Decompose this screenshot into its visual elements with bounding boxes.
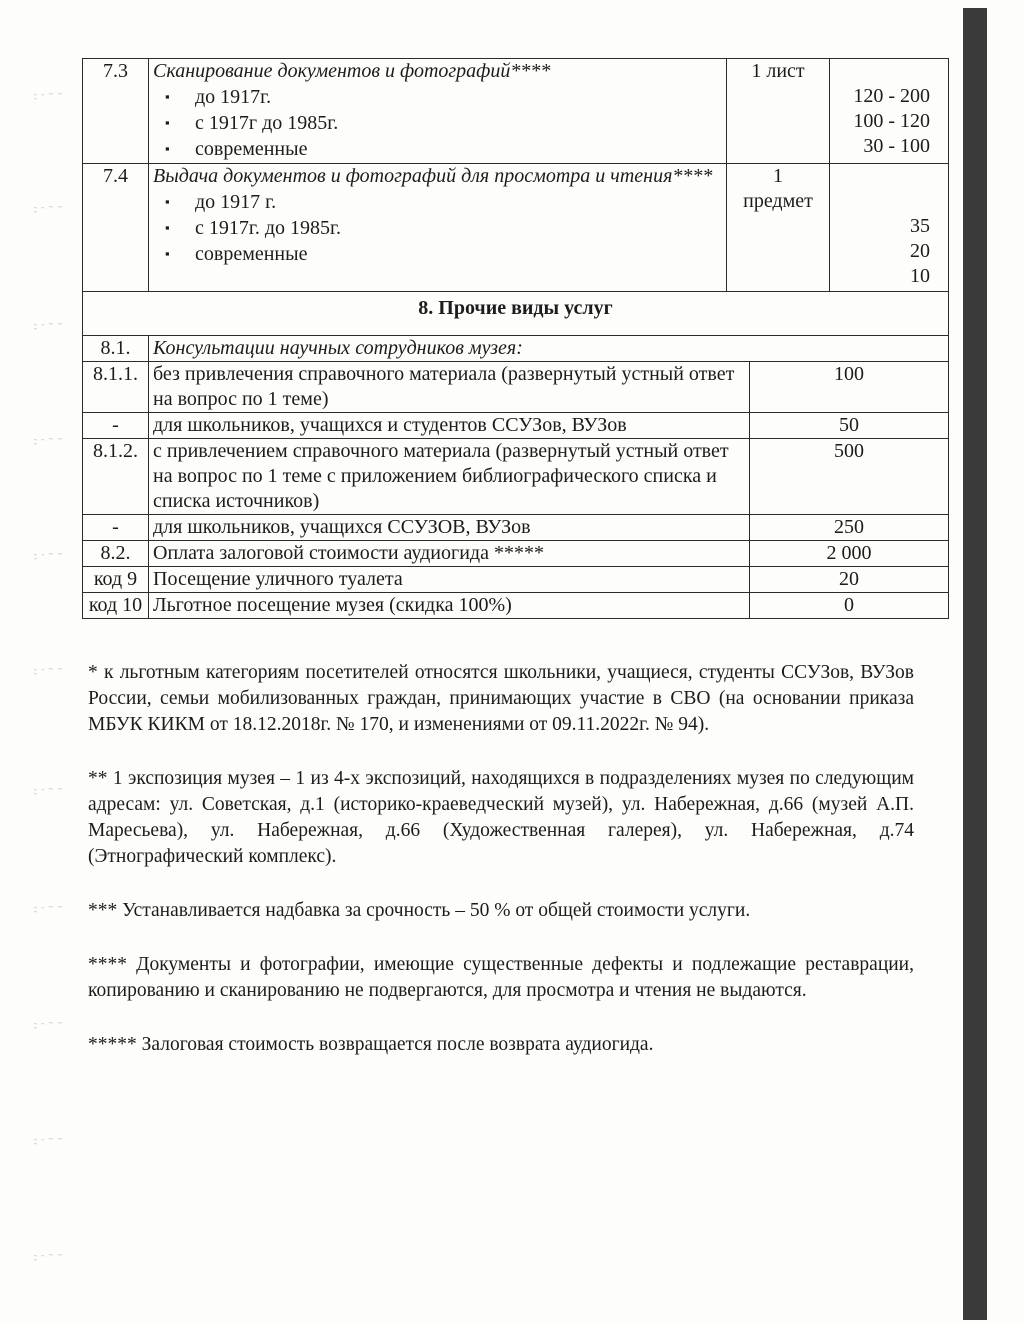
- service-description: Оплата залоговой стоимости аудиогида *****: [149, 541, 750, 567]
- price-value: 0: [750, 593, 949, 619]
- table-row: [83, 439, 949, 515]
- row-number: 8.1.2.: [83, 439, 149, 515]
- table-row: [83, 515, 949, 541]
- table-row: [83, 593, 949, 619]
- list-item: ▪ с 1917г до 1985г.: [165, 110, 722, 136]
- row-number: 8.1.: [83, 336, 149, 362]
- footnote: **** Документы и фотографии, имеющие существенные дефекты и подлежащие реставрации, копированию и сканированию не подвергаются, для просмотра и чтения не выдаются.: [88, 954, 914, 1001]
- service-title: Консультации научных сотрудников музея:: [149, 336, 949, 362]
- table-row-7-3: [83, 59, 949, 164]
- row-number: -: [83, 515, 149, 541]
- price-value: 100: [750, 362, 949, 413]
- row-number: код 9: [83, 567, 149, 593]
- table-row: [83, 413, 949, 439]
- margin-mark: [34, 667, 68, 671]
- margin-mark: [34, 905, 68, 909]
- price-value: 120 - 200: [853, 85, 930, 107]
- footnote: *** Устанавливается надбавка за срочность – 50 % от общей стоимости услуги.: [88, 900, 751, 921]
- list-item: ▪ современные: [165, 136, 722, 162]
- price-value: 250: [750, 515, 949, 541]
- price-value: 50: [750, 413, 949, 439]
- table-row: [83, 567, 949, 593]
- service-title: Сканирование документов и фотографий****: [153, 60, 551, 82]
- row-number: 8.2.: [83, 541, 149, 567]
- margin-mark: [34, 787, 68, 791]
- price-table: [82, 58, 949, 619]
- service-title: Выдача документов и фотографий для просмотра и чтения****: [153, 165, 713, 187]
- table-row: [83, 541, 949, 567]
- period-list: [153, 189, 722, 267]
- margin-mark: [34, 1137, 68, 1141]
- list-item: ▪ до 1917г.: [165, 84, 722, 110]
- list-item: ▪ с 1917г. до 1985г.: [165, 215, 722, 241]
- margin-mark: [34, 92, 68, 96]
- price-value: 2 000: [750, 541, 949, 567]
- section-title: 8. Прочие виды услуг: [83, 292, 949, 336]
- margin-mark: [34, 205, 68, 209]
- unit-cell: 1 предмет: [727, 164, 830, 292]
- footnotes: [88, 660, 914, 1086]
- price-cell: [830, 164, 949, 292]
- row-number: -: [83, 413, 149, 439]
- price-value: 20: [750, 567, 949, 593]
- list-item: ▪ современные: [165, 241, 722, 267]
- service-cell: [149, 59, 727, 164]
- service-cell: [149, 164, 727, 292]
- scan-edge-shadow: [963, 8, 987, 1320]
- price-value: 30 - 100: [863, 135, 930, 157]
- unit-cell: 1 лист: [727, 59, 830, 164]
- footnote: ** 1 экспозиция музея – 1 из 4-х экспозиций, находящихся в подразделениях музея по следующим адресам: ул. Советская, д.1 (историко-краеведческий музей), ул. Набережная, д.66 (музей А.П. Маресьева), ул. Набережная, д.66 (Художественная галерея), ул. Набережная, д.74 (Этнографический комплекс).: [88, 768, 914, 867]
- service-description: с привлечением справочного материала (развернутый устный ответ на вопрос по 1 теме с приложением библиографического списка и списка источников): [149, 439, 750, 515]
- price-value: 100 - 120: [853, 110, 930, 132]
- price-value: 35: [910, 215, 930, 237]
- footnote: ***** Залоговая стоимость возвращается после возврата аудиогида.: [88, 1034, 654, 1055]
- margin-mark: [34, 552, 68, 556]
- row-number: 7.3: [83, 59, 149, 164]
- table-row-7-4: [83, 164, 949, 292]
- margin-mark: [34, 1021, 68, 1025]
- row-number: 8.1.1.: [83, 362, 149, 413]
- list-item: ▪ до 1917 г.: [165, 189, 722, 215]
- row-number: 7.4: [83, 164, 149, 292]
- price-cell: [830, 59, 949, 164]
- table-row-8-1: [83, 336, 949, 362]
- service-description: для школьников, учащихся ССУЗОВ, ВУЗов: [149, 515, 750, 541]
- margin-mark: [34, 437, 68, 441]
- price-value: 20: [910, 240, 930, 262]
- service-description: без привлечения справочного материала (развернутый устный ответ на вопрос по 1 теме): [149, 362, 750, 413]
- section-header-row: [83, 292, 949, 336]
- footnote: * к льготным категориям посетителей относятся школьники, учащиеся, студенты ССУЗов, ВУЗов России, семьи мобилизованных граждан, принимающих участие в СВО (на основании приказа МБУК КИКМ от 18.12.2018г. № 170, и изменениями от 09.11.2022г. № 94).: [88, 662, 914, 735]
- period-list: [153, 84, 722, 162]
- service-description: для школьников, учащихся и студентов ССУЗов, ВУЗов: [149, 413, 750, 439]
- price-value: 10: [910, 265, 930, 287]
- margin-mark: [34, 1253, 68, 1257]
- margin-mark: [34, 322, 68, 326]
- service-description: Льготное посещение музея (скидка 100%): [149, 593, 750, 619]
- row-number: код 10: [83, 593, 149, 619]
- price-value: 500: [750, 439, 949, 515]
- table-row: [83, 362, 949, 413]
- service-description: Посещение уличного туалета: [149, 567, 750, 593]
